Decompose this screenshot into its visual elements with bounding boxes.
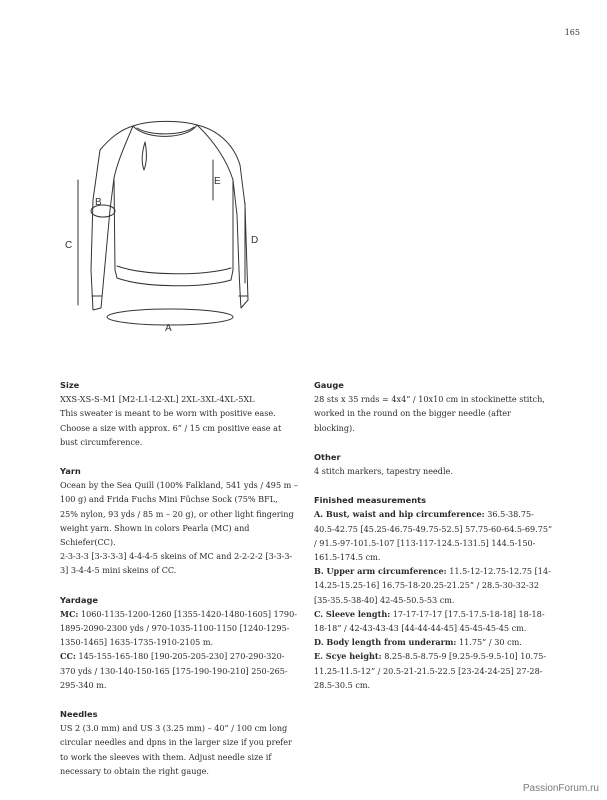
yardage-section [60,593,298,692]
yardage-heading: Yardage [60,594,99,605]
needles-heading: Needles [60,709,98,720]
sweater-body-outline [91,121,248,310]
size-section [60,378,298,449]
yarn-section [60,464,298,578]
measure-e-label: E [214,176,221,187]
measurement-item [314,507,554,564]
size-list: XXS-XS-S-M1 [M2-L1-L2-XL] 2XL-3XL-4XL-5XL [60,394,255,405]
other-section [314,450,554,478]
measurement-item [314,607,554,635]
finished-measurements-section [314,493,554,692]
sweater-raglan-right [197,125,233,180]
finished-heading: Finished measurements [314,495,427,506]
size-heading: Size [60,380,80,390]
yarn-colors: Shown in colors Pearla (MC) and Schiefer(CC). [60,522,250,548]
measure-a-label: A [165,323,172,334]
sweater-schematic [55,120,285,345]
gauge-heading: Gauge [314,380,344,390]
needles-text: US 2 (3.0 mm) and US 3 (3.25 mm) – 40” / 100 cm long circular needles and dpns in the larger size if you prefer to work the sleeves with them. Adjust needle size if necessary to obtain the right gauge. [60,723,292,776]
left-column [60,378,298,793]
watermark: PassionForum.ru [522,783,599,794]
yarn-skeins: 2-3-3-3 [3-3-3-3] 4-4-4-5 skeins of MC and 2-2-2-2 [3-3-3-3] 3-4-4-5 mini skeins of CC. [60,551,293,576]
measurement-value: 17-17-17-17 [17.5-17.5-18-18] 18-18-18-18” / 42-43-43-43 [44-44-44-45] 45-45-45-45 cm. [314,608,545,634]
measurement-label: C. Sleeve length: [314,608,391,619]
measure-c-label: C [65,240,73,251]
measure-d-label: D [251,235,259,246]
yardage-cc-label: CC: [60,651,76,662]
gauge-text: 28 sts x 35 rnds = 4x4” / 10x10 cm in stockinette stitch, worked in the round on the bigger needle (after blocking). [314,394,545,433]
sweater-schematic-svg [55,120,285,345]
measurement-value: 8.25-8.5-8.75-9 [9.25-9.5-9.5-10] 10.75-11.25-11.5-12” / 20.5-21-21.5-22.5 [23-24-24-25] 27-28-28.5-30.5 cm. [314,651,547,690]
measurement-item [314,635,554,649]
other-heading: Other [314,451,341,462]
needles-section [60,707,298,778]
measurement-label: B. Upper arm circumference: [314,566,447,577]
measurement-label: D. Body length from underarm: [314,637,457,648]
sweater-keyhole [142,142,146,170]
size-note: This sweater is meant to be worn with positive ease. Choose a size with approx. 6” / 15 cm positive ease at bust circumference. [60,408,282,447]
measurement-value: 36.5-38.75-40.5-42.75 [45.25-46.75-49.75-52.5] 57.75-60-64.5-69.75” / 91.5-97-101.5-107 [113-117-124.5-131.5] 144.5-150-161.5-174.5 cm. [314,509,553,563]
yarn-heading: Yarn [60,466,81,477]
sweater-hem-band [117,266,231,274]
yardage-mc-label: MC: [60,608,79,619]
measurement-value: 11.5-12-12.75-12.75 [14-14.25-15.25-16] 16.75-18-20.25-21.25” / 28.5-30-32-32 [35-35.5-38-40] 42-45-50.5-53 cm. [314,566,551,605]
right-column [314,378,554,707]
measurement-item [314,564,554,607]
other-text: 4 stitch markers, tapestry needle. [314,466,453,477]
yarn-text: Ocean by the Sea Quill (100% Falkland, 541 yds / 495 m – 100 g) and Frida Fuchs Mini Füchse Sock (75% BFL, 25% nylon, 93 yds / 85 m – 20 g), or other light fingering weight yarn. [60,480,298,533]
page-number: 165 [564,28,580,37]
yardage-cc-text: 145-155-165-180 [190-205-205-230] 270-290-320-370 yds / 130-140-150-165 [175-190-190-210] 250-265-295-340 m. [60,651,288,690]
measure-b-label: B [95,197,102,208]
measurement-label: A. Bust, waist and hip circumference: [314,509,485,520]
measurement-label: E. Scye height: [314,651,382,662]
yardage-mc-text: 1060-1135-1200-1260 [1355-1420-1480-1605] 1790-1895-2090-2300 yds / 970-1035-1100-1150 [1240-1295-1350-1465] 1635-1735-1910-2105 m. [60,608,297,648]
measurement-value: 11.75” / 30 cm. [456,637,522,648]
gauge-section [314,378,554,435]
measurement-item [314,649,554,692]
